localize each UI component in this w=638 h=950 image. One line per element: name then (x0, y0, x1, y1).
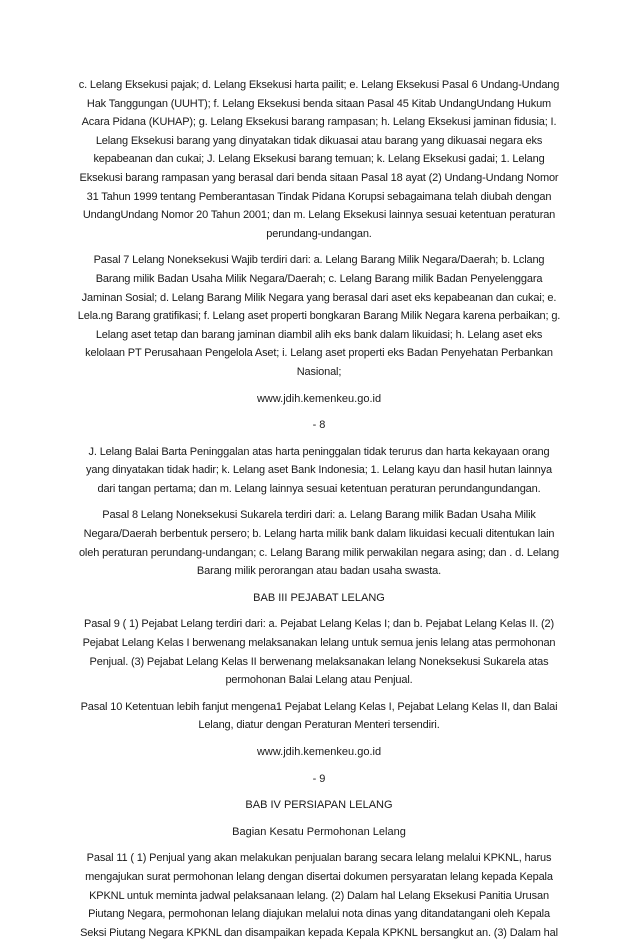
paragraph-pasal-7-continued: J. Lelang Balai Barta Peninggalan atas harta peninggalan tidak terurus dan harta kekayaan orang yang dinyatakan tidak hadir; k. Lelang aset Bank Indonesia; 1. Lelang kayu dan hasil hutan lainnya dari tangan pertama; dan m. Lelang lainnya sesuai ketentuan peraturan perundangundangan. (86, 445, 552, 495)
paragraph-pasal-9: Pasal 9 ( 1) Pejabat Lelang terdiri dari: a. Pejabat Lelang Kelas I; dan b. Pejabat Lelang Kelas II. (2) Pejabat Lelang Kelas I berwenang melaksanakan lelang untuk semua jenis lelang atas permohonan Penjual. (3) Pejabat Lelang Kelas II berwenang melaksanakan lelang Noneksekusi Sukarela atas permohonan Balai Lelang atau Penjual. (82, 618, 556, 687)
paragraph-pasal-8: Pasal 8 Lelang Noneksekusi Sukarela terdiri dari: a. Lelang Barang milik Badan Usaha Milik Negara/Daerah berbentuk persero; b. Lelang harta milik bank dalam likuidasi kecuali ditentukan lain oleh peraturan perundang-undangan; c. Lelang Barang milik perwakilan negara asing; dan . d. Lelang Barang milik perorangan atau badan usaha swasta. (78, 509, 560, 578)
paragraph-pasal-6-continued: c. Lelang Eksekusi pajak; d. Lelang Eksekusi harta pailit; e. Lelang Eksekusi Pasal 6 Undang-Undang Hak Tanggungan (UUHT); f. Lelang Eksekusi benda sitaan Pasal 45 Kitab UndangUndang Hukum Acara Pidana (KUHAP); g. Lelang Eksekusi barang rampasan; h. Lelang Eksekusi jaminan fidusia; I. Lelang Eksekusi barang yang dinyatakan tidak dikuasai atau barang yang dikuasai negara eks kepabeanan dan cukai; J. Lelang Eksekusi barang temuan; k. Lelang Eksekusi gadai; 1. Lelang Eksekusi barang rampasan yang berasal dari benda sitaan Pasal 18 ayat (2) Undang-Undang Nomor 31 Tahun 1999 tentang Pemberantasan Tindak Pidana Korupsi sebagaimana telah diubah dengan UndangUndang Nomor 20 Tahun 2001; dan m. Lelang Eksekusi lainnya sesuai ketentuan peraturan perundang-undangan. (78, 79, 560, 240)
paragraph-pasal-7: Pasal 7 Lelang Noneksekusi Wajib terdiri dari: a. Lelang Barang Milik Negara/Daerah; b. Lclang Barang milik Badan Usaha Milik Negara/Daerah; c. Lelang Barang milik Badan Penyelenggara Jaminan Sosial; d. Lelang Barang Milik Negara yang berasal dari aset eks kepabeanan dan cukai; e. Lela.ng Barang gratifikasi; f. Lelang aset properti bongkaran Barang Milik Negara karena perbaikan; g. Lelang aset tetap dan barang jaminan diambil alih eks bank dalam likuidasi; h. Lelang aset eks kelolaan PT Perusahaan Pengelola Aset; i. Lelang aset properti eks Badan Penyehatan Perbankan Nasional; (77, 254, 561, 378)
chapter-heading: BAB IV PERSIAPAN LELANG (245, 799, 393, 812)
paragraph-pasal-10: Pasal 10 Ketentuan lebih fanjut mengena1 Pejabat Lelang Kelas I, Pejabat Lelang Kelas II, dan Balai Lelang, diatur dengan Peraturan Menteri tersendiri. (80, 700, 558, 732)
paragraph-pasal-11: Pasal 11 ( 1) Penjual yang akan melakukan penjualan barang secara lelang melalui KPKNL, harus mengajukan surat permohonan lelang dengan disertai dokumen persyaratan lelang kepada Kepala KPKNL untuk meminta jadwal pelaksanaan lelang. (2) Dalam hal Lelang Eksekusi Panitia Urusan Piutang Negara, permohonan lelang diajukan melalui nota dinas yang ditandatangani oleh Kepala Seksi Piutang Negara KPKNL dan disampaikan kepada Kepala KPKNL bersangkut an. (3) Dalam hal (80, 852, 558, 939)
chapter-heading: BAB III PEJABAT LELANG (253, 591, 385, 604)
section-heading: Bagian Kesatu Permohonan Lelang (232, 825, 406, 838)
page-number: - 9 (312, 772, 326, 785)
source-url: www.jdih.kemenkeu.go.id (256, 392, 382, 405)
document-page (76, 76, 562, 950)
source-url: www.jdih.kemenkeu.go.id (256, 746, 382, 758)
page-number: - 8 (312, 419, 326, 432)
